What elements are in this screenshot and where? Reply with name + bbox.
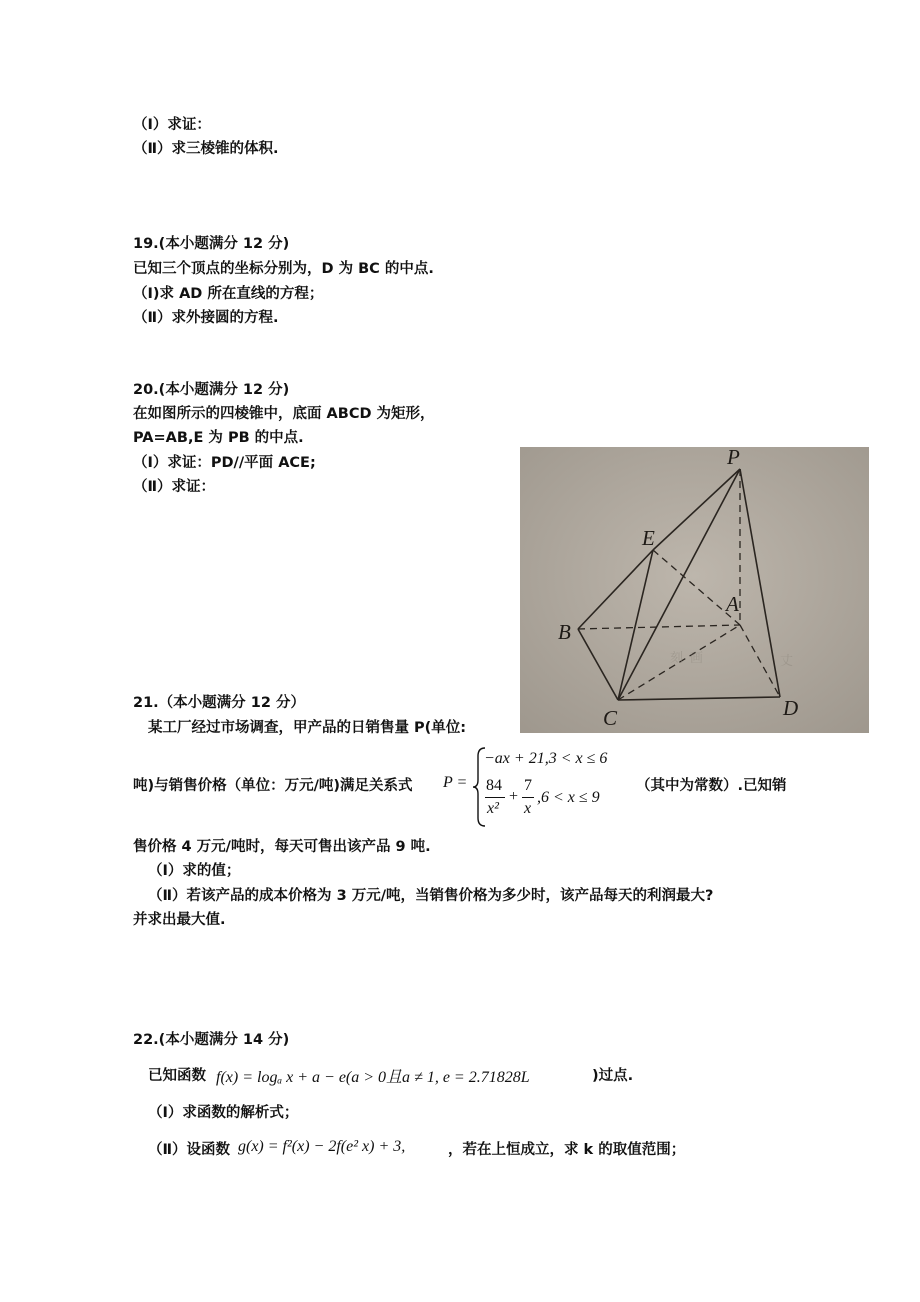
svg-text:刻: 刻 (670, 651, 684, 666)
q21-header: 21.（本小题满分 12 分） (133, 695, 305, 711)
frac-bar-1 (485, 797, 505, 798)
q21-case2-num2: 7 (524, 777, 532, 794)
q21-part2b: 并求出最大值. (133, 912, 226, 928)
label-e: E (642, 526, 655, 550)
q22-stem-prefix: 已知函数 (148, 1068, 206, 1084)
q18-part2: （Ⅱ）求三棱锥的体积. (133, 141, 279, 157)
q21-case2-num1: 84 (486, 777, 502, 794)
q19-header: 19.(本小题满分 12 分) (133, 236, 290, 252)
label-p: P (727, 447, 740, 469)
label-a: A (726, 592, 739, 616)
label-b: B (558, 620, 571, 644)
q22-part2-prefix: （Ⅱ）设函数 (148, 1142, 231, 1158)
q21-stem2a: 吨)与销售价格（单位：万元/吨)满足关系式 (133, 778, 413, 794)
svg-text:丈: 丈 (780, 654, 794, 669)
q21-stem2b: （其中为常数）.已知销 (636, 778, 787, 794)
q22-part2-formula: g(x) = f²(x) − 2f(e² x) + 3, (238, 1138, 406, 1155)
q19-stem: 已知三个顶点的坐标分别为，D 为 BC 的中点. (133, 261, 434, 277)
q21-case2-den2: x (524, 800, 532, 817)
q21-case2-plus: + (509, 788, 519, 805)
q20-stem2: PA=AB,E 为 PB 的中点. (133, 430, 304, 446)
label-c: C (603, 706, 618, 730)
q20-header: 20.(本小题满分 12 分) (133, 382, 290, 398)
q19-part2: （Ⅱ）求外接圆的方程. (133, 310, 279, 326)
q18-part1: （Ⅰ）求证： (133, 117, 211, 133)
q22-part1: （Ⅰ）求函数的解析式； (148, 1105, 299, 1121)
q19-part1: （Ⅰ)求 AD 所在直线的方程； (133, 286, 324, 302)
q21-stem3: 售价格 4 万元/吨时，每天可售出该产品 9 吨. (133, 839, 431, 855)
q22-stem-formula: f(x) = logₐ x + a − e(a > 0且a ≠ 1, e = 2.71828L (216, 1069, 530, 1086)
q22-part2-suffix: ，若在上恒成立，求 k 的取值范围； (448, 1142, 686, 1158)
q21-part2: （Ⅱ）若该产品的成本价格为 3 万元/吨，当销售价格为多少时，该产品每天的利润最大? (148, 888, 714, 904)
svg-text:画: 画 (690, 651, 704, 666)
q20-part2: （Ⅱ）求证： (133, 479, 216, 495)
frac-bar-2 (522, 797, 534, 798)
label-d: D (783, 696, 799, 720)
q20-stem1: 在如图所示的四棱锥中，底面 ABCD 为矩形， (133, 406, 435, 422)
q21-part1: （Ⅰ）求的值； (148, 863, 241, 879)
q22-header: 22.(本小题满分 14 分) (133, 1032, 290, 1048)
q21-case2-tail: ,6 < x ≤ 9 (537, 789, 600, 806)
q21-formula-lhs: P = (443, 774, 468, 791)
q22-stem-suffix: )过点. (592, 1068, 634, 1084)
q20-part1: （Ⅰ）求证：PD//平面 ACE; (133, 455, 316, 471)
q21-case2-den1: x² (487, 800, 499, 817)
q21-stem1: 某工厂经过市场调查，甲产品的日销售量 P(单位: (148, 720, 467, 736)
q21-case1: −ax + 21,3 < x ≤ 6 (484, 750, 608, 767)
pyramid-diagram (520, 447, 869, 733)
pyramid-figure (520, 447, 869, 733)
